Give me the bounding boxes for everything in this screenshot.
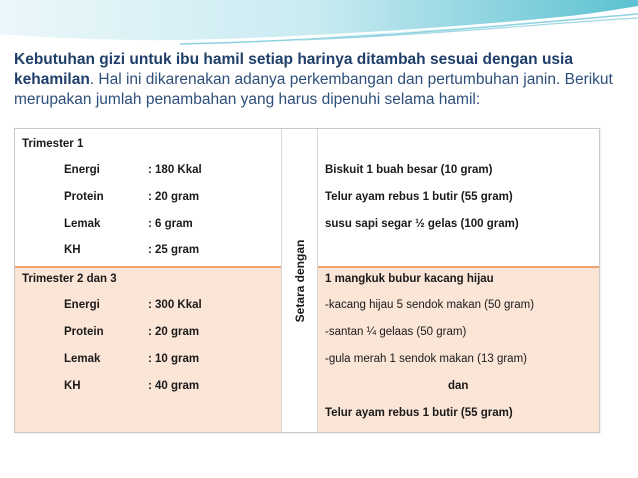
- trimester23-requirements: [15, 267, 281, 432]
- t23-equivalent: 1 mangkuk bubur kacang hijau: [325, 273, 494, 285]
- t23-nutrient: Energi: [64, 299, 100, 311]
- nutrition-table: [14, 128, 600, 433]
- t23-equivalent: -kacang hijau 5 sendok makan (50 gram): [325, 299, 535, 311]
- trimester23-equivalents: [318, 267, 599, 432]
- t1-nutrient: Energi: [64, 164, 100, 176]
- t1-nutrient: KH: [64, 244, 81, 256]
- t23-nutrient: Protein: [64, 326, 104, 338]
- t23-amount: : 20 gram: [148, 326, 200, 338]
- t23-amount: : 10 gram: [148, 353, 200, 365]
- t1-equivalent: Telur ayam rebus 1 butir (55 gram): [325, 191, 513, 203]
- t23-equivalent: Telur ayam rebus 1 butir (55 gram): [325, 407, 513, 419]
- t1-nutrient: Lemak: [64, 218, 101, 230]
- intro-paragraph: [14, 50, 634, 110]
- t1-amount: : 20 gram: [148, 191, 200, 203]
- t1-equivalent: susu sapi segar ½ gelas (100 gram): [325, 218, 519, 230]
- t1-nutrient: Protein: [64, 191, 104, 203]
- trimester1-requirements: [15, 129, 281, 267]
- t1-equivalent: Biskuit 1 buah besar (10 gram): [325, 164, 493, 176]
- decorative-banner: [0, 0, 638, 50]
- trimester23-title: Trimester 2 dan 3: [22, 273, 117, 285]
- t23-amount: : 300 Kkal: [148, 299, 202, 311]
- t23-nutrient: KH: [64, 380, 81, 392]
- t23-nutrient: Lemak: [64, 353, 101, 365]
- intro-rest-text: . Hal ini dikarenakan adanya perkembangan dan pertumbuhan janin. Berikut merupakan jumlah penambahan yang harus dipenuhi selama hamil:: [14, 71, 613, 108]
- trimester1-title: Trimester 1: [22, 138, 84, 150]
- t1-amount: : 180 Kkal: [148, 164, 202, 176]
- equivalence-label: Setara dengan: [293, 239, 307, 323]
- t23-amount: : 40 gram: [148, 380, 200, 392]
- equivalence-column: [281, 129, 318, 432]
- trimester1-equivalents: [318, 129, 599, 267]
- intro-bold-text: Kebutuhan gizi untuk ibu hamil setiap harinya ditambah sesuai dengan usia kehamilan: [14, 51, 573, 88]
- t1-amount: : 6 gram: [148, 218, 193, 230]
- section-divider-left: [15, 266, 281, 268]
- t23-equivalent: -gula merah 1 sendok makan (13 gram): [325, 353, 527, 365]
- t1-amount: : 25 gram: [148, 244, 200, 256]
- t23-connector: dan: [448, 380, 469, 392]
- section-divider-right: [318, 266, 599, 268]
- t23-equivalent: -santan ¼ gelaas (50 gram): [325, 326, 467, 338]
